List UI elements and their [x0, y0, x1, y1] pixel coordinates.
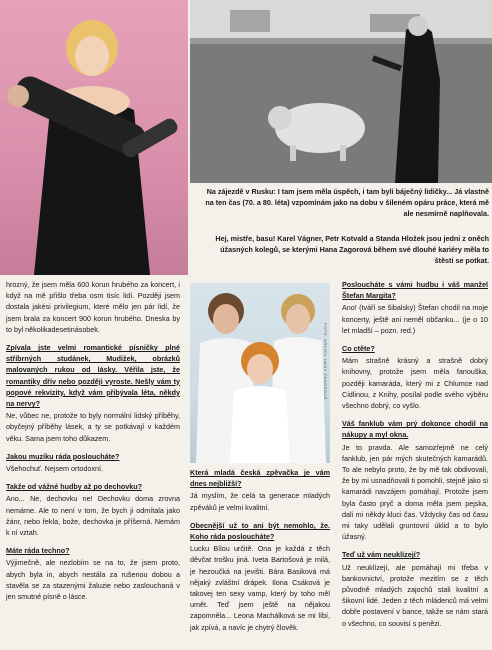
interview-question: Váš fanklub vám prý dokonce chodil na nákupy a myl okna.: [342, 419, 488, 440]
photo-singer-with-colleagues: [190, 283, 330, 463]
interview-question: Obecnější už to ani být nemohlo, že. Koho ráda posloucháte?: [190, 520, 330, 542]
interview-question: Zpívala jste velmi romantické písničky plné stříbrných studánek, Mudižek, obrázků malovaných rukou od lásky. Věřila jste, že romantiky dřív nebo později vyroste. Nešly vám ty popové rekvizity, když vám přibývala léta, někdy na nervy?: [6, 343, 180, 409]
column-left: [6, 279, 180, 609]
caption-russia: Na zájezdě v Rusku: I tam jsem měla úspěch, i tam byli báječný lidičky... Já vlastně na ten čas (70. a 80. léta) vzpomínám jako na dobu v šíleném opáru práce, která mě ale nesmírně naplňovala.: [205, 187, 489, 218]
photo-russia-pig: [190, 0, 492, 183]
interview-question: Která mladá česká zpěvačka je vám dnes nejbližší?: [190, 468, 330, 489]
interview-question: Teď už vám neuklízejí?: [342, 550, 421, 560]
caption-colleagues: Hej, mistře, basu! Karel Vágner, Petr Kotvald a Standa Hložek jsou jedni z oněch úžasných kolegů, se kterými Hana Zagorová během své dlouhé kariéry měla to štěstí se potkat.: [215, 234, 489, 265]
interview-answer: Lucku Bílou určitě. Ona je každá z těch děvčat trošku jiná. Iveta Bartošová je milá, je hezoučká na jevišti. Bára Basiková má nějaký zvláštní drápek. Ilona Csáková je takovej ten sexy vamp, který by toho měl umět. Teď jsem ještě na nějakou zapomněla... Leona Machálková se mi líbí, jak zpívá, a navíc je chytrý člověk.: [190, 544, 330, 632]
photo-singer-holding-man: [0, 0, 188, 275]
interview-answer: Výjimečně, ale nezlobím se na to, že jsem proto, abych byla in, abych nestála za rušenou dobou a stavěla se za stazenými žaluzie nebo zaslouchaná v jen smutné písně o lásce.: [6, 558, 180, 602]
interview-question: Co ctěte?: [342, 344, 375, 354]
column-right: [342, 279, 488, 636]
interview-question: Posloucháte s vámi hudbu i váš manžel Štefan Margita?: [342, 280, 488, 301]
interview-answer: Mám strašně krásný a strašně dobrý knihovny, protože jsem měla fanouška, později kamaráda, který mi z Chlumce nad Cidlinou, z Knihy, posílal podle svého výběru všechno dobrý, co vyšlo.: [342, 356, 488, 411]
interview-answer: Ne, vůbec ne, protože to byly normální lidský příběhy, obyčejný příběhy lásek, a ty se potkávají v každém věku. Sama jsem toho důkazem.: [6, 411, 180, 443]
interview-answer: Ano... Ne, dechovku ne! Dechovku doma zrovna nemáme. Ale to není v tom, že bych ji odmítala jako žánr, nebo řekla, bože, dechovka je příšerná. Nemám k ní vztah.: [6, 494, 180, 538]
interview-answer: Už neuklízejí, ale pomáhají mi třeba v bankovnictví, protože mezitím se z těch původně mladých zajochů stali kvalitní a šikovní lidé. Jeden z těch mládenců má velmi dobře postavení v bance, takže se nám stará o všechno, co souvisí s penězi.: [342, 562, 488, 628]
interview-answer: Já myslím, že celá ta generace mladých zpěváků je velmi kvalitní.: [190, 491, 330, 512]
interview-answer: hrozný, že jsem měla 600 korun hrubého za koncert, i když na mě přišlo třeba osm tisíc lidí. Později jsem dostala jakési privilegium, které mělo jen pár lidí, že jsem brala za koncert 900 korun hrubého. Dneska by to byl několikadesetinásobek.: [6, 280, 180, 334]
interview-answer: Ano! (tváří se šibalsky) Štefan chodil na moje koncerty, ještě ani neměl občanku... (je o 10 let mladší – pozn. red.): [342, 303, 488, 335]
interview-question: Takže od vážné hudby až po dechovku?: [6, 482, 143, 492]
photo-credit: FOTO: ARCHIV HANY ZAGOROVÉ: [323, 323, 328, 401]
interview-answer: Je to pravda. Ale samozřejmě ne celý fanklub, jen pár mých skutečných kamarádů. To ale nebylo proto, že by mě tak obdivovali, že by mi usnadňovali ti pomohli, stejně jako si kamarádi navzájem pomáhají. Protože jsem byla často pryč a doma měla jsem pejska, dali mi někdy kluci čas. Vždycky čas od času mi taky udělali gruntovní úklid a to bylo úžasný.: [342, 442, 488, 542]
column-middle: [190, 467, 330, 640]
interview-question: Jakou muziku ráda posloucháte?: [6, 451, 120, 461]
interview-question: Máte ráda techno?: [6, 546, 70, 556]
interview-answer: Všehochuť. Nejsem ortodoxní.: [6, 464, 103, 474]
